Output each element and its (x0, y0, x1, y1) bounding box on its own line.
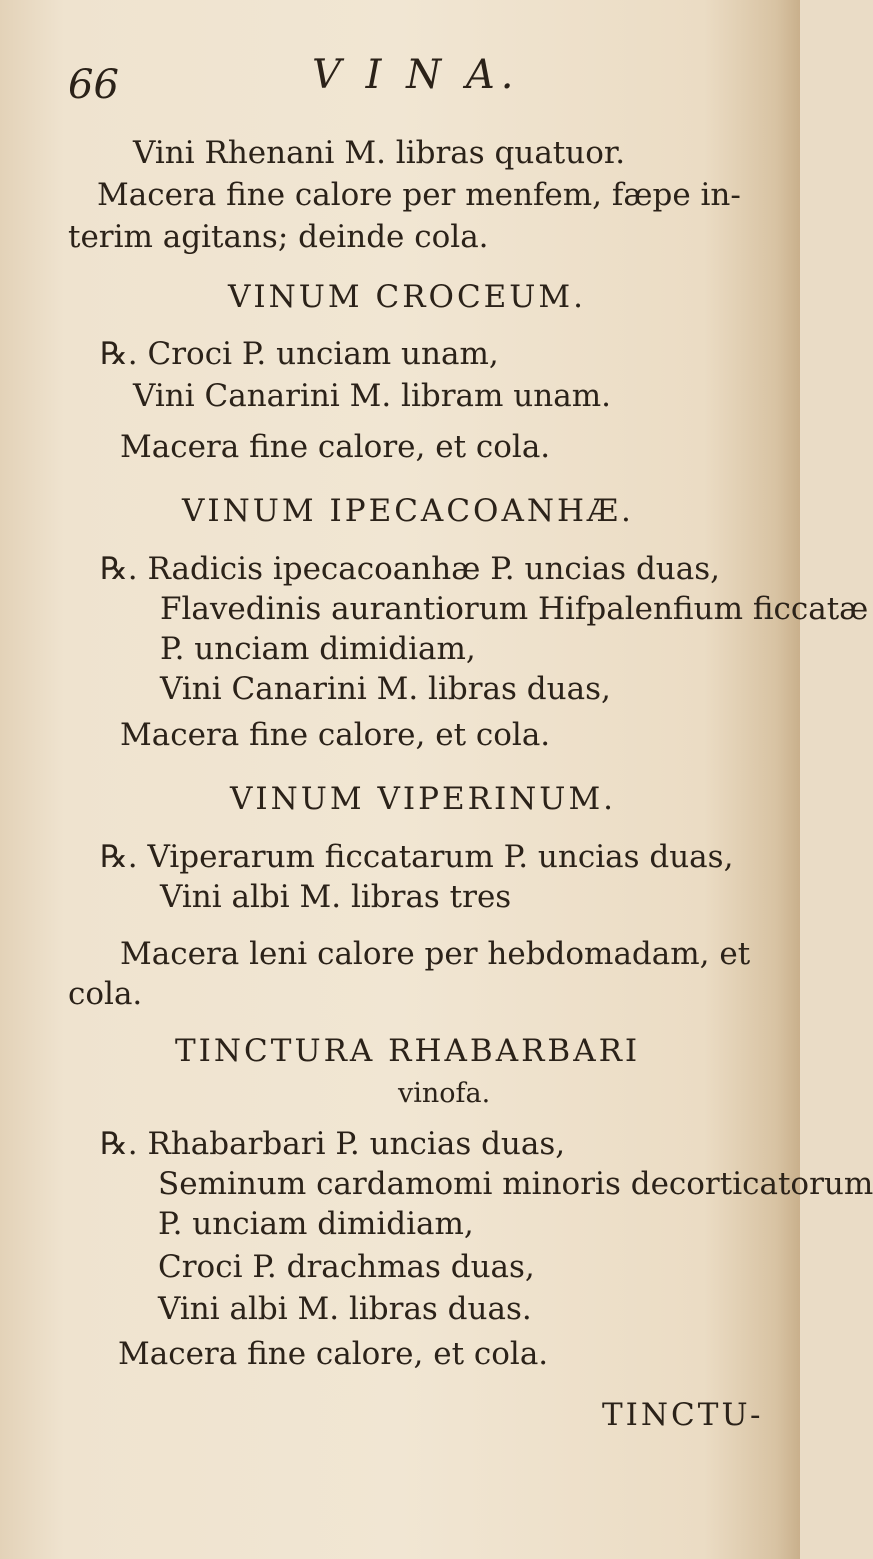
recipe-line: ℞. Viperarum ficcatarum P. uncias duas, (100, 839, 734, 875)
text-line: Macera fine calore, et cola. (118, 1336, 549, 1372)
text-line: P. unciam dimidiam, (158, 1206, 474, 1242)
text-line: Croci P. drachmas duas, (158, 1249, 535, 1285)
text-line: Vini Canarini M. libras duas, (160, 671, 611, 707)
text-line: cola. (68, 976, 143, 1012)
section-heading: VINUM VIPERINUM. (230, 781, 617, 817)
text-line: Flavedinis aurantiorum Hifpalenfium ficcatæ (160, 591, 869, 627)
catchword: TINCTU- (602, 1397, 764, 1433)
section-heading: VINUM IPECACOANHÆ. (182, 493, 634, 529)
text-line: P. unciam dimidiam, (160, 631, 476, 667)
recipe-line: ℞. Rhabarbari P. uncias duas, (100, 1126, 566, 1162)
text-line: Seminum cardamomi minoris decorticatorum (158, 1166, 873, 1202)
text-line: Vini albi M. libras duas. (158, 1291, 532, 1327)
text-line: Macera fine calore, et cola. (120, 717, 551, 753)
text-line: Macera fine calore per menfem, fæpe in- (97, 177, 741, 213)
recipe-line: ℞. Croci P. unciam unam, (100, 336, 499, 372)
section-subheading: vinofa. (398, 1078, 491, 1109)
running-title: V I N A. (312, 52, 520, 98)
text-line: Macera leni calore per hebdomadam, et (120, 936, 751, 972)
text-line: Macera fine calore, et cola. (120, 429, 551, 465)
recipe-line: ℞. Radicis ipecacoanhæ P. uncias duas, (100, 551, 720, 587)
text-line: terim agitans; deinde cola. (68, 219, 489, 255)
section-heading: TINCTURA RHABARBARI (175, 1033, 641, 1069)
text-line: Vini Rhenani M. libras quatuor. (133, 135, 626, 171)
text-line: Vini Canarini M. libram unam. (133, 378, 611, 414)
text-line: Vini albi M. libras tres (160, 879, 512, 915)
section-heading: VINUM CROCEUM. (228, 279, 587, 315)
page-number: 66 (68, 62, 119, 108)
